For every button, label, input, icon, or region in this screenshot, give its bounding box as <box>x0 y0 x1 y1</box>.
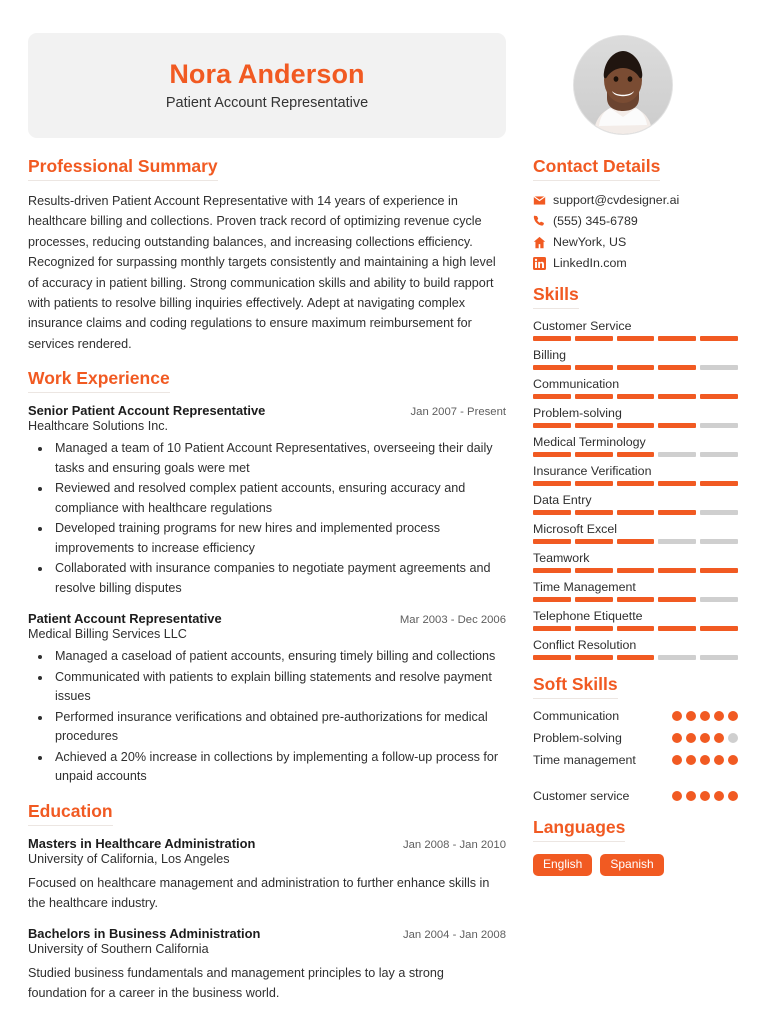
languages-list <box>533 854 740 876</box>
skill-bar-segment <box>533 423 571 428</box>
language-chip[interactable]: Spanish <box>600 854 663 876</box>
skill-bar-segment <box>617 626 655 631</box>
work-bullet: • Collaborated with insurance companies to negotiate payment agreements and resolve billing disputes <box>52 559 506 598</box>
skill-label: Insurance Verification <box>533 464 652 478</box>
work-entry-head <box>28 403 506 418</box>
summary-text: Results-driven Patient Account Representative with 14 years of experience in healthcare billing and collections. Proven track record of optimizing revenue cycle processes, reducing outstanding balances, and increasing collections efficiency. Recognized for surpassing monthly targets consistently and maintaining a high level of accuracy in patient billing. Strong communication skills and ability to build rapport with patients to resolve billing inquiries effectively. Adept at navigating complex insurance claims and coding regulations to ensure maximum reimbursement for services rendered. <box>28 194 496 351</box>
rating-dot <box>686 711 696 721</box>
skill-item <box>533 609 740 631</box>
rating-dot <box>672 733 682 743</box>
work-entry-head <box>28 611 506 626</box>
skill-bar-segment <box>700 597 738 602</box>
rating-dot <box>700 711 710 721</box>
skill-bar-segment <box>533 365 571 370</box>
phone-icon <box>533 215 553 228</box>
work-bullet: • Achieved a 20% increase in collections by implementing a follow-up process for unpaid accounts <box>52 748 506 787</box>
contact-item-linkedin[interactable] <box>533 256 740 270</box>
skill-bar-segment <box>658 597 696 602</box>
skill-label: Telephone Etiquette <box>533 609 643 623</box>
skill-bar-segment <box>617 365 655 370</box>
skill-level-bar <box>533 539 738 544</box>
skill-bar-segment <box>658 568 696 573</box>
skill-label: Microsoft Excel <box>533 522 617 536</box>
work-role: Senior Patient Account Representative <box>28 403 266 419</box>
work-entry <box>28 611 506 787</box>
skill-bar-segment <box>658 626 696 631</box>
soft-skill-row <box>533 709 738 723</box>
soft-skill-label: Problem-solving <box>533 731 622 745</box>
soft-skills-spacer <box>533 775 740 789</box>
skill-item <box>533 406 740 428</box>
contact-item-phone[interactable] <box>533 214 740 228</box>
skill-item <box>533 464 740 486</box>
soft-skill-label: Time management <box>533 753 636 767</box>
skill-level-bar <box>533 452 738 457</box>
skill-bar-segment <box>533 336 571 341</box>
skill-bar-segment <box>575 655 613 660</box>
skill-level-bar <box>533 568 738 573</box>
rating-dot <box>714 791 724 801</box>
skill-item <box>533 551 740 573</box>
work-bullets <box>28 439 506 598</box>
skill-bar-segment <box>658 365 696 370</box>
skill-bar-segment <box>700 568 738 573</box>
avatar <box>574 36 672 134</box>
skill-bar-segment <box>617 394 655 399</box>
sidebar-column <box>524 156 740 1014</box>
section-languages <box>533 817 740 876</box>
skill-label: Communication <box>533 377 620 391</box>
skill-bar-segment <box>700 510 738 515</box>
work-role: Patient Account Representative <box>28 611 222 627</box>
soft-skill-label: Communication <box>533 709 620 723</box>
education-school: University of Southern California <box>28 942 209 957</box>
skill-item <box>533 377 740 399</box>
skill-bar-segment <box>575 568 613 573</box>
work-bullets <box>28 647 506 787</box>
skill-item <box>533 638 740 660</box>
skill-bar-segment <box>658 452 696 457</box>
skill-bar-segment <box>575 423 613 428</box>
soft-skill-rating <box>672 711 738 721</box>
skill-label: Customer Service <box>533 319 632 333</box>
education-date: Jan 2008 - Jan 2010 <box>402 838 506 851</box>
education-entry <box>28 926 506 1003</box>
rating-dot <box>700 791 710 801</box>
skill-bar-segment <box>533 481 571 486</box>
work-bullet: • Performed insurance verifications and obtained pre-authorizations for medical procedures <box>52 708 506 747</box>
contact-email-value: support@cvdesigner.ai <box>553 193 680 207</box>
section-skills <box>533 284 740 660</box>
skill-bar-segment <box>617 597 655 602</box>
education-description: Focused on healthcare management and administration to further enhance skills in the healthcare industry. <box>28 875 490 910</box>
rating-dot <box>686 755 696 765</box>
skill-bar-segment <box>533 539 571 544</box>
skill-bar-segment <box>617 481 655 486</box>
skill-bar-segment <box>700 655 738 660</box>
skill-level-bar <box>533 365 738 370</box>
skill-bar-segment <box>575 510 613 515</box>
rating-dot <box>728 791 738 801</box>
skill-bar-segment <box>700 539 738 544</box>
skill-bar-segment <box>575 481 613 486</box>
work-company: Medical Billing Services LLC <box>28 627 187 642</box>
profile-photo-icon <box>574 36 672 134</box>
skill-label: Teamwork <box>533 551 590 565</box>
education-school: University of California, Los Angeles <box>28 851 230 866</box>
work-date: Jan 2007 - Present <box>410 406 506 419</box>
skill-bar-segment <box>533 626 571 631</box>
education-entry <box>28 836 506 913</box>
rating-dot <box>728 733 738 743</box>
section-title-summary: Professional Summary <box>28 156 218 181</box>
section-soft-skills <box>533 674 740 803</box>
rating-dot <box>686 733 696 743</box>
name-banner <box>28 33 506 138</box>
skill-bar-segment <box>700 423 738 428</box>
home-icon <box>533 236 553 249</box>
education-date: Jan 2004 - Jan 2008 <box>402 929 506 942</box>
section-title-work: Work Experience <box>28 368 170 393</box>
contact-phone-value: (555) 345-6789 <box>553 214 638 228</box>
skill-level-bar <box>533 423 738 428</box>
skill-label: Medical Terminology <box>533 435 646 449</box>
skill-bar-segment <box>533 452 571 457</box>
work-bullet: • Managed a team of 10 Patient Account Representatives, overseeing their daily tasks and ensuring goals were met <box>52 439 506 478</box>
skill-bar-segment <box>533 568 571 573</box>
education-degree: Bachelors in Business Administration <box>28 926 261 942</box>
skill-bar-segment <box>575 394 613 399</box>
section-contact-details <box>533 156 740 270</box>
section-title-education: Education <box>28 801 113 826</box>
rating-dot <box>672 791 682 801</box>
work-bullet: • Reviewed and resolved complex patient accounts, ensuring accuracy and compliance with healthcare regulations <box>52 479 506 518</box>
skill-label: Problem-solving <box>533 406 622 420</box>
skill-bar-segment <box>617 568 655 573</box>
envelope-icon <box>533 194 553 207</box>
skill-bar-segment <box>533 655 571 660</box>
rating-dot <box>672 755 682 765</box>
skill-bar-segment <box>700 394 738 399</box>
section-work-experience <box>28 368 506 787</box>
skill-bar-segment <box>533 510 571 515</box>
soft-skills-list <box>533 709 740 803</box>
skill-bar-segment <box>617 539 655 544</box>
skill-item <box>533 522 740 544</box>
skill-bar-segment <box>617 336 655 341</box>
soft-skill-label: Customer service <box>533 789 630 803</box>
rating-dot <box>672 711 682 721</box>
skill-bar-segment <box>658 394 696 399</box>
soft-skill-row <box>533 753 738 767</box>
skill-level-bar <box>533 655 738 660</box>
skill-bar-segment <box>575 365 613 370</box>
skill-bar-segment <box>533 394 571 399</box>
skill-bar-segment <box>658 481 696 486</box>
skill-bar-segment <box>575 597 613 602</box>
soft-skill-rating <box>672 755 738 765</box>
education-entry-head <box>28 836 506 851</box>
skill-bar-segment <box>658 510 696 515</box>
skill-item <box>533 435 740 457</box>
skill-bar-segment <box>700 452 738 457</box>
job-title: Patient Account Representative <box>165 95 369 112</box>
work-entry <box>28 403 506 598</box>
skill-bar-segment <box>617 655 655 660</box>
skill-bar-segment <box>658 539 696 544</box>
rating-dot <box>728 755 738 765</box>
skill-item <box>533 319 740 341</box>
rating-dot <box>700 755 710 765</box>
rating-dot <box>714 733 724 743</box>
skill-bar-segment <box>617 452 655 457</box>
skill-level-bar <box>533 510 738 515</box>
work-bullet: • Managed a caseload of patient accounts, ensuring timely billing and collections <box>52 647 506 667</box>
skills-list <box>533 319 740 660</box>
rating-dot <box>700 733 710 743</box>
skill-label: Billing <box>533 348 567 362</box>
resume-body <box>0 146 768 1014</box>
skill-label: Conflict Resolution <box>533 638 637 652</box>
contact-list <box>533 193 740 270</box>
resume-header <box>0 0 768 146</box>
rating-dot <box>728 711 738 721</box>
education-description: Studied business fundamentals and management principles to lay a strong foundation for a career in the business world. <box>28 966 444 1001</box>
section-title-soft-skills: Soft Skills <box>533 674 618 699</box>
skill-level-bar <box>533 336 738 341</box>
linkedin-icon <box>533 257 553 270</box>
skill-bar-segment <box>575 626 613 631</box>
skill-bar-segment <box>658 423 696 428</box>
section-title-skills: Skills <box>533 284 579 309</box>
work-bullet: • Communicated with patients to explain billing statements and resolve payment issues <box>52 668 506 707</box>
contact-linkedin-value: LinkedIn.com <box>553 256 627 270</box>
work-date: Mar 2003 - Dec 2006 <box>399 614 506 627</box>
skill-level-bar <box>533 394 738 399</box>
skill-bar-segment <box>658 655 696 660</box>
skill-bar-segment <box>533 597 571 602</box>
contact-location-value: NewYork, US <box>553 235 627 249</box>
skill-bar-segment <box>575 539 613 544</box>
section-education <box>28 801 506 1004</box>
skill-bar-segment <box>700 481 738 486</box>
soft-skill-rating <box>672 733 738 743</box>
work-company: Healthcare Solutions Inc. <box>28 419 169 434</box>
rating-dot <box>714 711 724 721</box>
section-professional-summary <box>28 156 506 354</box>
rating-dot <box>714 755 724 765</box>
education-entry-head <box>28 926 506 941</box>
soft-skill-rating <box>672 791 738 801</box>
rating-dot <box>686 791 696 801</box>
skill-label: Time Management <box>533 580 636 594</box>
education-degree: Masters in Healthcare Administration <box>28 835 256 851</box>
full-name: Nora Anderson <box>169 58 365 89</box>
contact-item-location[interactable] <box>533 235 740 249</box>
skill-bar-segment <box>617 423 655 428</box>
contact-item-email[interactable] <box>533 193 740 207</box>
photo-container <box>506 36 740 134</box>
language-chip[interactable]: English <box>533 854 592 876</box>
skill-level-bar <box>533 626 738 631</box>
main-column <box>28 156 506 1014</box>
soft-skill-row <box>533 731 738 745</box>
skill-item <box>533 493 740 515</box>
skill-item <box>533 348 740 370</box>
skill-bar-segment <box>700 626 738 631</box>
skill-bar-segment <box>617 510 655 515</box>
skill-bar-segment <box>700 365 738 370</box>
skill-level-bar <box>533 481 738 486</box>
work-bullet: • Developed training programs for new hires and implemented process improvements to increase efficiency <box>52 519 506 558</box>
soft-skill-row <box>533 789 738 803</box>
skill-label: Data Entry <box>533 493 592 507</box>
section-title-languages: Languages <box>533 817 625 842</box>
skill-bar-segment <box>575 452 613 457</box>
skill-item <box>533 580 740 602</box>
skill-bar-segment <box>658 336 696 341</box>
skill-bar-segment <box>575 336 613 341</box>
skill-level-bar <box>533 597 738 602</box>
skill-bar-segment <box>700 336 738 341</box>
section-title-contact: Contact Details <box>533 156 660 181</box>
